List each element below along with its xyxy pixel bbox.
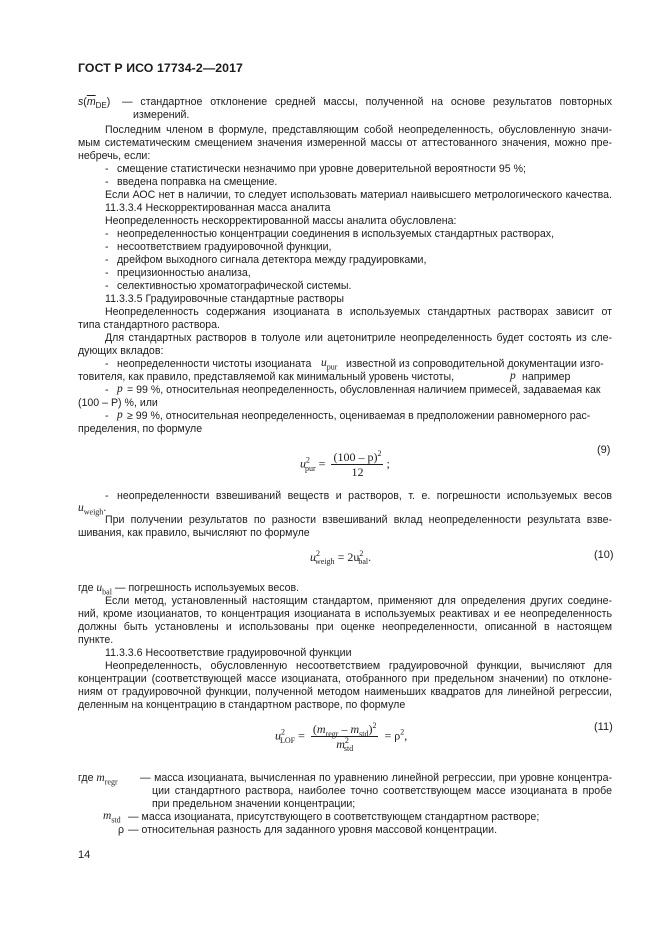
bullet-concentration: неопределенностью концентрации соединения в используемых стандартных растворах, — [117, 228, 555, 240]
para6-line2: шивания, как правило, вычисляют по формуле — [78, 527, 310, 539]
symbol-u-weigh: $u_{weigh}$. — [78, 502, 107, 517]
where-word: где — [78, 772, 94, 784]
symbol-regr-sub: regr — [104, 777, 118, 787]
para8-line4: пункте. — [78, 634, 114, 646]
equation-11-label: (11) — [594, 721, 613, 733]
para1-line3: небречь, если: — [78, 150, 151, 162]
para3: Неопределенность нескорректированной массы аналита обусловлена: — [105, 215, 457, 227]
bullet-weighing-line1: неопределенности взвешиваний веществ и растворов, т. е. погрешности используемых весов — [117, 490, 612, 502]
symbol-u-pur: $u_{pur}$ — [321, 357, 338, 372]
symbol-weigh-sub: weigh — [83, 507, 104, 517]
bullet-calibration-mismatch: несоответствием градуировочной функции, — [117, 241, 332, 253]
symbol-std-sub: std — [111, 815, 121, 825]
equation-9: $u^2_{pur}$ = $\frac{(100 - p)^2}{12}$ ; — [300, 449, 390, 479]
bullet-pge99-line1: ≥ 99 %, относительная неопределенность, оцениваемая в предположении равномерного рас- — [127, 410, 591, 422]
where-mstd-text: — масса изоцианата, присутствующего в соответствующем стандартном растворе; — [128, 811, 540, 823]
symbol-p: p — [117, 383, 123, 395]
bullet-dash: - — [105, 384, 109, 396]
eq10-rhs: = 2u — [337, 550, 360, 564]
eq9-sub: pur — [305, 463, 316, 473]
where-mregr-line2: ции стандартного раствора, наиболее точно соответствующем массе изоцианата в пробе — [152, 785, 612, 797]
bullet-pge99-line2: пределения, по формуле — [78, 423, 203, 435]
sdef-text-line1: — стандартное отклонение средней массы, полученной на основе результатов повторных — [122, 96, 612, 108]
bullet-purity-b: известной из сопроводительной документации изго- — [346, 358, 604, 370]
para1-line2: мым систематическим смещением значения измеренной массы от аттестованного значения, можно пре- — [78, 137, 612, 149]
bullet-dash: - — [105, 228, 109, 240]
equation-10: $u^2_{weigh} = 2u^2_{bal}$. — [310, 549, 372, 567]
sdef-sub: DE — [95, 101, 107, 111]
where-mstd-symbol: $m_{std}$ — [103, 810, 121, 825]
eq11-std-sub: std — [359, 729, 369, 739]
para2: Если АОС нет в наличии, то следует использовать материал наивысшего метрологического качества. — [105, 189, 612, 201]
equation-9-label: (9) — [597, 444, 611, 456]
where-mregr-line3: при предельном значении концентрации; — [152, 798, 356, 810]
para8-line1: Если метод, установленный настоящим стандартом, применяют для определения других соедине- — [105, 595, 612, 607]
eq9-numerator: (100 – p)$^2$ — [333, 449, 382, 464]
para4-line1: Неопределенность содержания изоцианата в используемых стандартных растворах зависит от — [105, 306, 612, 318]
bullet-dash: - — [105, 280, 109, 292]
where-rho-symbol: ρ — [118, 824, 125, 836]
eq11-numerator: $(m_{regr} - m_{std})^2$ — [312, 721, 377, 739]
bullet-dash: - — [105, 176, 109, 188]
eq11-den-sub: std — [343, 744, 354, 754]
sdef-text-line2: измерений. — [133, 109, 190, 121]
section-11-3-3-4: 11.3.3.4 Нескорректированная масса аналита — [105, 202, 331, 214]
section-11-3-3-5: 11.3.3.5 Градуировочные стандартные растворы — [105, 293, 345, 305]
bullet-bias-corrected: введена поправка на смещение. — [117, 176, 278, 188]
where-mregr-line1: — масса изоцианата, вычисленная по уравнению линейной регрессии, при уровне концентра- — [140, 772, 612, 784]
where-rho-text: — относительная разность для заданного уровня массовой концентрации. — [128, 824, 498, 836]
document-header: ГОСТ Р ИСО 17734-2—2017 — [78, 61, 243, 75]
where-word: где — [78, 582, 94, 594]
bullet-selectivity: селективностью хроматографической системы. — [117, 280, 352, 292]
bullet-purity-a: неопределенности чистоты изоцианата — [117, 358, 312, 370]
para5-line2: дующих вкладов: — [78, 345, 164, 357]
equation-11: $u^2_{LOF}$ = $\frac{(m_{regr} - m_{std})^2}{m^2_{std}}$ = $\rho^2$, — [275, 721, 408, 754]
eq11-denominator: $m^2_{std}$ — [336, 736, 354, 754]
para7: где $u_{bal}$ — погрешность используемых весов. — [78, 582, 300, 597]
para7-text: — погрешность используемых весов. — [114, 582, 300, 594]
para4-line2: типа стандартного раствора. — [78, 319, 220, 331]
eq10-sub: weigh — [315, 557, 335, 567]
equation-10-label: (10) — [594, 549, 614, 561]
bullet-dash: - — [105, 410, 109, 422]
eq9-fraction — [331, 450, 383, 479]
eq9-num-text: (100 – p) — [333, 450, 378, 464]
bullet-dash: - — [105, 163, 109, 175]
eq11-rhs: = ρ — [384, 728, 401, 743]
para9-line3: ниям от градуировочной функции, полученной методом наименьших квадратов для линейной регрессии, — [78, 686, 612, 698]
bullet-detector-drift: дрейфом выходного сигнала детектора между градуировками, — [117, 254, 427, 266]
para1-line1: Последним членом в формуле, представляющим собой неопределенность, обусловленную значи- — [105, 124, 612, 136]
symbol-p: p — [117, 409, 123, 421]
eq11-sub: LOF — [280, 735, 296, 745]
bullet-bias-insignificant: смещение статистически незначимо при уровне доверительной вероятности 95 %; — [117, 163, 526, 175]
eq11-regr-sub: regr — [325, 729, 339, 739]
bullet-precision: прецизионностью анализа, — [117, 267, 251, 279]
eq9-denominator: 12 — [351, 465, 364, 479]
para9-line2: концентрации (соответствующей массе изоцианата, отобранного при предельном значении) по отклоне- — [78, 673, 612, 685]
symbol-p: p — [510, 370, 516, 382]
bullet-p99-line1: = 99 %, относительная неопределенность, обусловленная наличием примесей, задаваемая как — [127, 384, 601, 396]
bullet-dash: - — [105, 254, 109, 266]
para9-line1: Неопределенность, обусловленную несоответствием градуировочной функции, вычисляют для — [105, 660, 612, 672]
bullet-purity-line2b: например — [522, 371, 571, 383]
bullet-dash: - — [105, 490, 109, 502]
bullet-dash: - — [105, 267, 109, 279]
symbol-bal-sub: bal — [102, 587, 112, 597]
bullet-dash: - — [105, 358, 109, 370]
bullet-dash: - — [105, 241, 109, 253]
page-number: 14 — [78, 849, 91, 861]
symbol-pur-sub: pur — [326, 362, 338, 372]
para6-line1: При получении результатов по разности взвешиваний вклад неопределенности результата взве- — [105, 514, 612, 526]
eq10-bal-sub: bal — [358, 557, 369, 567]
where-mregr: где $m_{regr}$ — [78, 772, 118, 787]
sdef-term: $s(\overline{m}_{DE})$ — [78, 96, 111, 111]
para8-line2: ний, кроме изоцианатов, то концентрация изоцианата в используемых реактивах и ее неопределенность — [78, 608, 612, 620]
para9-line4: деленным на концентрацию в стандартном растворе, по формуле — [78, 699, 406, 711]
bullet-p99-line2: (100 – P) %, или — [78, 397, 158, 409]
para5-line1: Для стандартных растворов в толуоле или ацетонитриле неопределенность будет состоять из сле- — [105, 332, 612, 344]
section-11-3-3-6: 11.3.3.6 Несоответствие градуировочной функции — [105, 647, 352, 659]
para8-line3: должны быть установлены и использованы при оценке неопределенности, описанной в настоящем — [78, 621, 612, 633]
bullet-purity-line2: товителя, как правило, представляемой как минимальный уровень чистоты, — [78, 371, 455, 383]
